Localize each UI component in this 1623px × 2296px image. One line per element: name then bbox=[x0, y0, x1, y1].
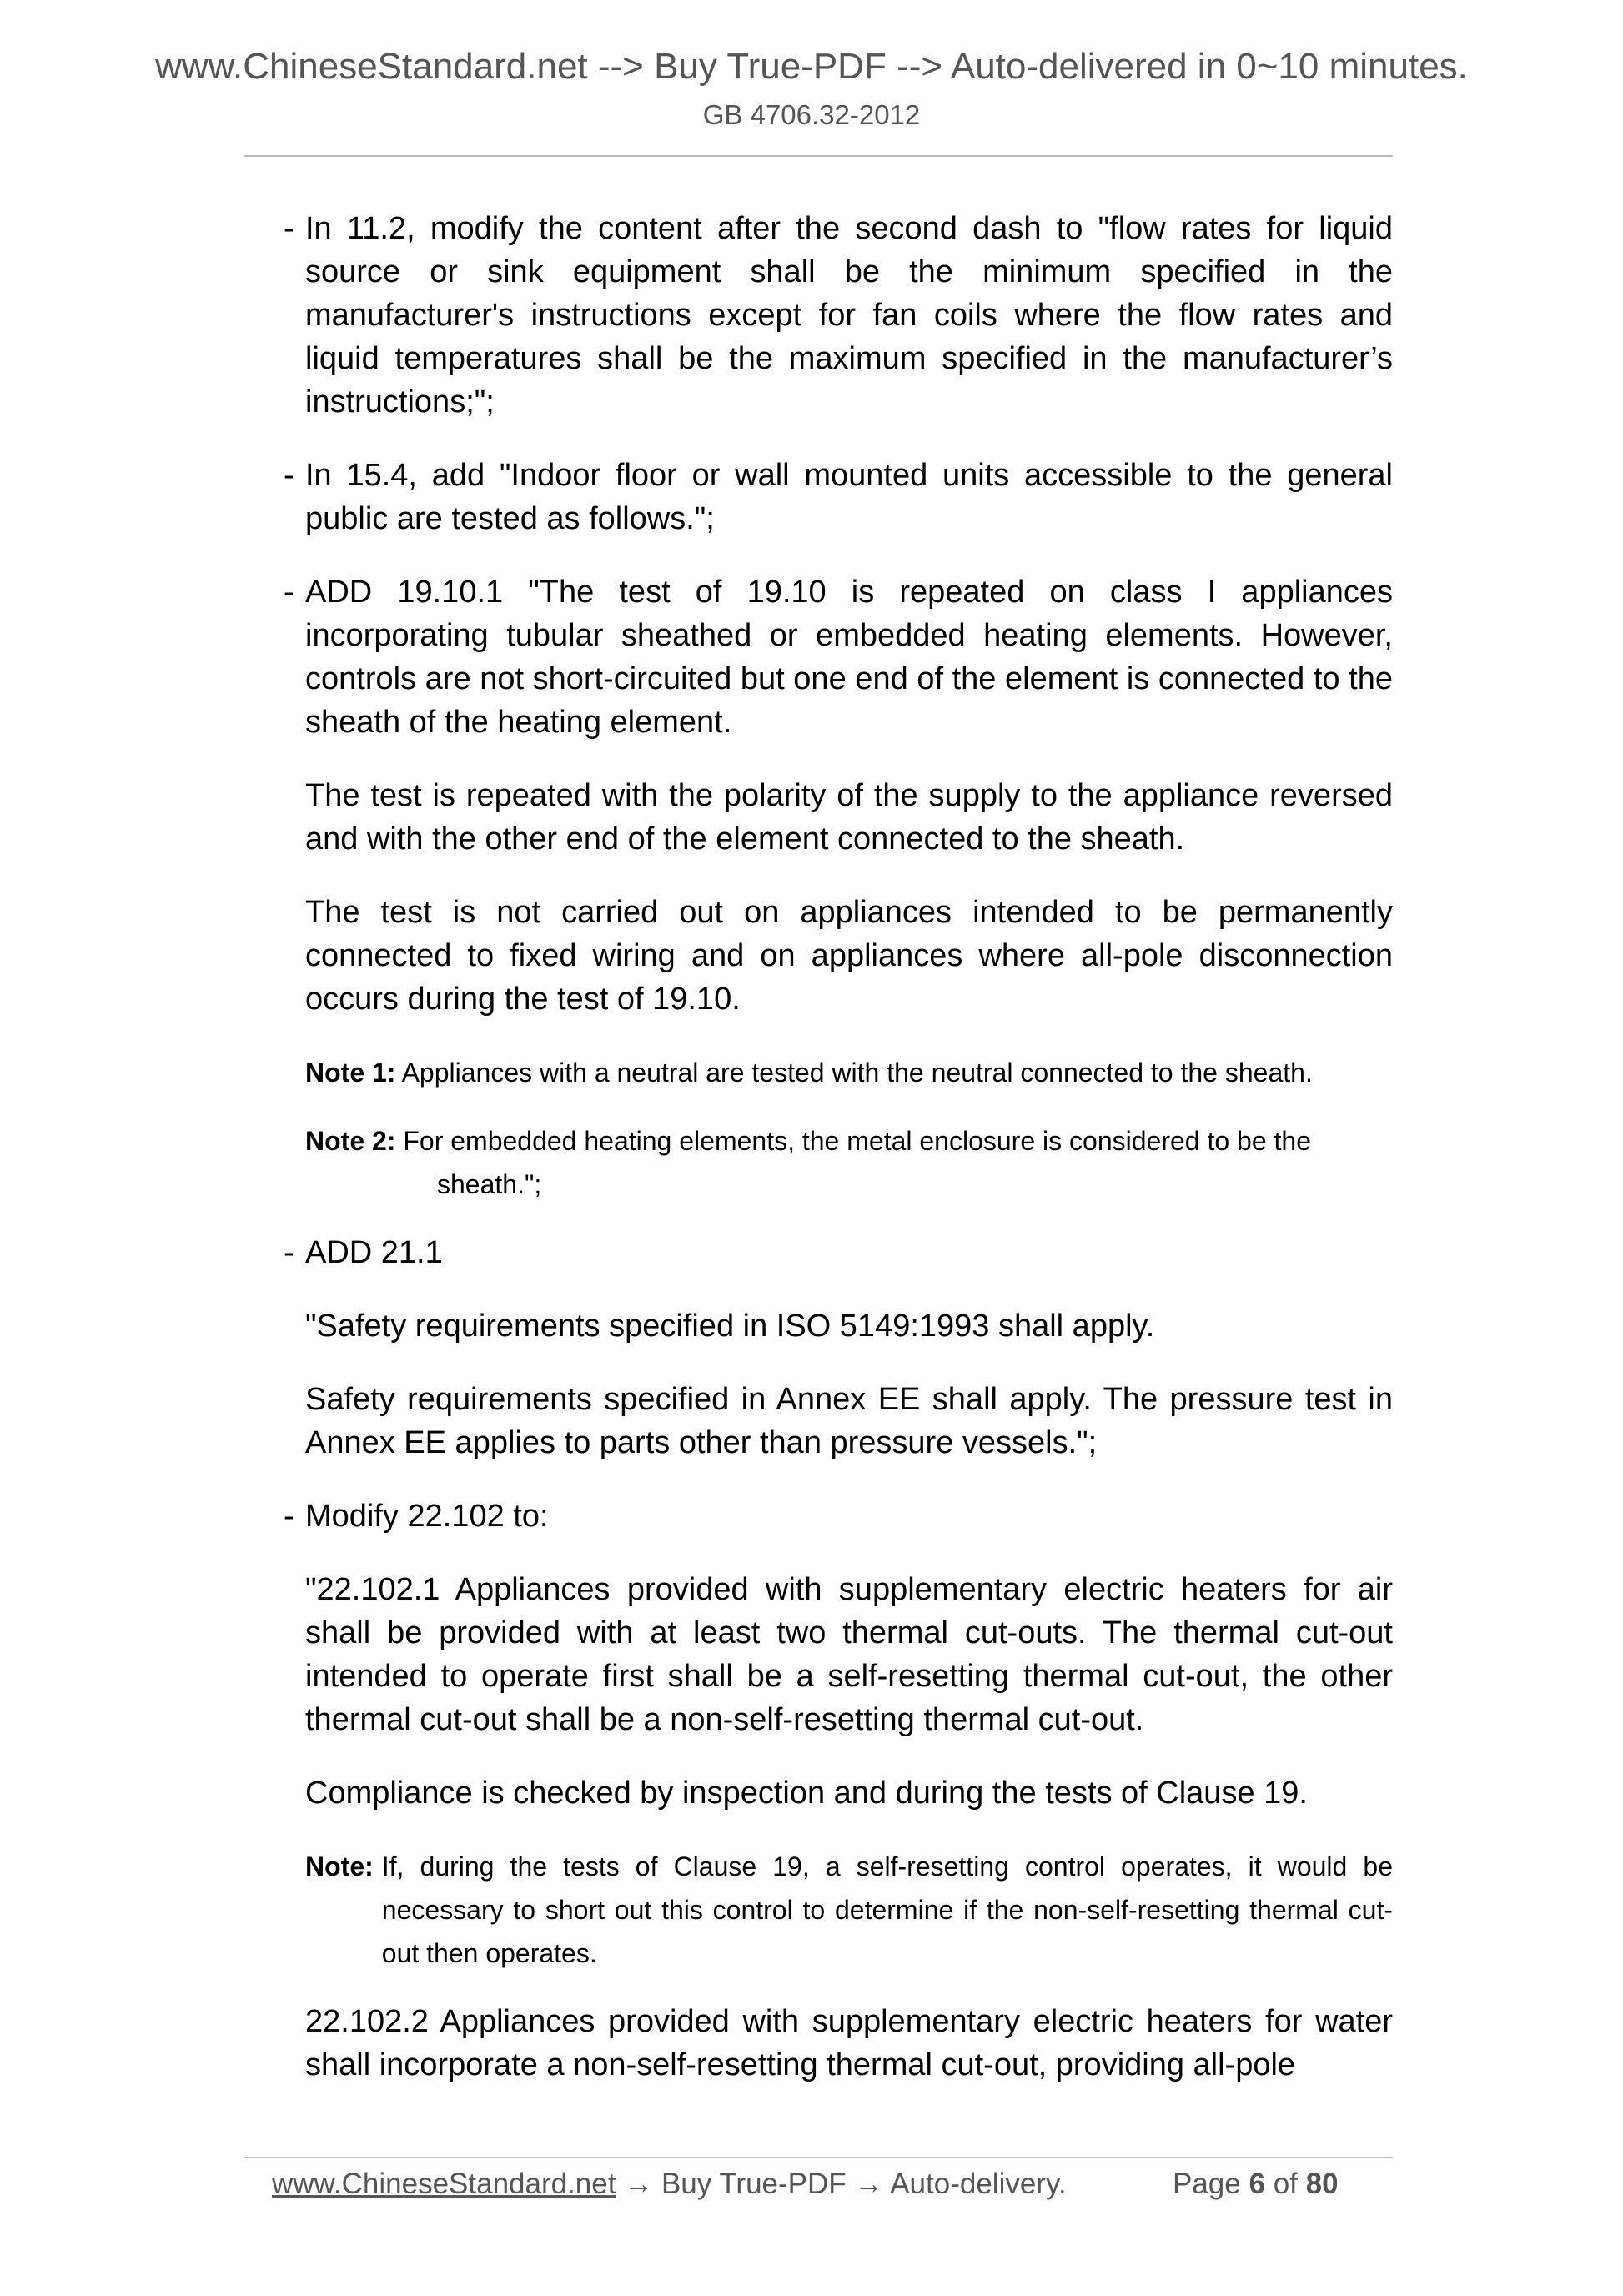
standard-code: GB 4706.32-2012 bbox=[702, 99, 921, 130]
note bbox=[305, 1119, 1393, 1206]
paragraph: 22.102.2 Appliances provided with supplementary electric heaters for water shall incorporate a non-self-resetting thermal cut-out, providing all-pole bbox=[305, 2004, 1393, 2082]
item-text: ADD 19.10.1 "The test of 19.10 is repeated on class I appliances incorporating tubular sheathed or embedded heating elements. However, controls are not short-circuited but one end of the element is connected to the sheath of the heating element. bbox=[305, 575, 1393, 740]
paragraph: Compliance is checked by inspection and during the tests of Clause 19. bbox=[305, 1776, 1308, 1811]
list-dash: - bbox=[284, 458, 294, 493]
paragraph: Safety requirements specified in Annex EE shall apply. The pressure test in Annex EE applies to parts other than pressure vessels."; bbox=[305, 1382, 1393, 1460]
header-banner: www.ChineseStandard.net --> Buy True-PDF --> Auto-delivered in 0~10 minutes. bbox=[155, 46, 1468, 87]
page-content bbox=[284, 207, 1393, 2117]
footer-link[interactable]: www.ChineseStandard.net bbox=[272, 2168, 616, 2200]
list-dash: - bbox=[284, 1235, 294, 1270]
note-continuation: sheath."; bbox=[437, 1169, 542, 1199]
footer-buy: Buy True-PDF bbox=[661, 2168, 847, 2200]
note-label: Note 2: bbox=[305, 1126, 396, 1156]
list-dash: - bbox=[284, 211, 294, 246]
item-text: In 15.4, add "Indoor floor or wall mounted units accessible to the general public are tested as follows."; bbox=[305, 458, 1393, 536]
list-item bbox=[284, 454, 1393, 540]
list-item bbox=[284, 1495, 1393, 1538]
item-text: In 11.2, modify the content after the second dash to "flow rates for liquid source or sink equipment shall be the minimum specified in the manufacturer's instructions except for fan coils where the flow rates and liquid temperatures shall be the maximum specified in the manufacturer’s instructions;"; bbox=[305, 211, 1393, 420]
item-text: Modify 22.102 to: bbox=[305, 1499, 549, 1534]
note-text: If, during the tests of Clause 19, a self-resetting control operates, it would be necessary to short out this control to determine if the non-self-resetting thermal cut-out then operates. bbox=[381, 1851, 1393, 1968]
note bbox=[305, 1845, 1393, 1975]
footer-divider bbox=[244, 2157, 1393, 2158]
paragraph: The test is repeated with the polarity of the supply to the appliance reversed and with the other end of the element connected to the sheath. bbox=[305, 778, 1393, 857]
page-label: Page bbox=[1173, 2168, 1241, 2200]
paragraph: "22.102.1 Appliances provided with supplementary electric heaters for air shall be provided with at least two thermal cut-outs. The thermal cut-out intended to operate first shall be a self-resetting thermal cut-out, the other thermal cut-out shall be a non-self-resetting thermal cut-out. bbox=[305, 1572, 1393, 1737]
note-text: Appliances with a neutral are tested with the neutral connected to the sheath. bbox=[401, 1058, 1313, 1088]
arrow-icon: → bbox=[854, 2168, 884, 2200]
page-total: 80 bbox=[1305, 2168, 1339, 2200]
list-dash: - bbox=[284, 575, 294, 610]
list-dash: - bbox=[284, 1499, 294, 1534]
arrow-icon: → bbox=[624, 2168, 654, 2200]
list-item bbox=[284, 570, 1393, 744]
page-indicator bbox=[1173, 2163, 1339, 2205]
note-label: Note: bbox=[305, 1851, 374, 1882]
note-text: For embedded heating elements, the metal enclosure is considered to be the bbox=[403, 1126, 1311, 1156]
paragraph: The test is not carried out on appliances intended to be permanently connected to fixed wiring and on appliances where all-pole disconnection occurs during the test of 19.10. bbox=[305, 895, 1393, 1017]
item-text: ADD 21.1 bbox=[305, 1235, 443, 1270]
page-of: of bbox=[1273, 2168, 1298, 2200]
note bbox=[305, 1051, 1393, 1094]
header-divider bbox=[244, 155, 1393, 157]
footer bbox=[272, 2163, 1356, 2205]
paragraph: "Safety requirements specified in ISO 5149:1993 shall apply. bbox=[305, 1309, 1155, 1344]
note-label: Note 1: bbox=[305, 1058, 396, 1088]
footer-delivery: Auto-delivery. bbox=[890, 2168, 1067, 2200]
list-item bbox=[284, 1231, 1393, 1274]
page-current: 6 bbox=[1249, 2168, 1265, 2200]
list-item bbox=[284, 207, 1393, 424]
